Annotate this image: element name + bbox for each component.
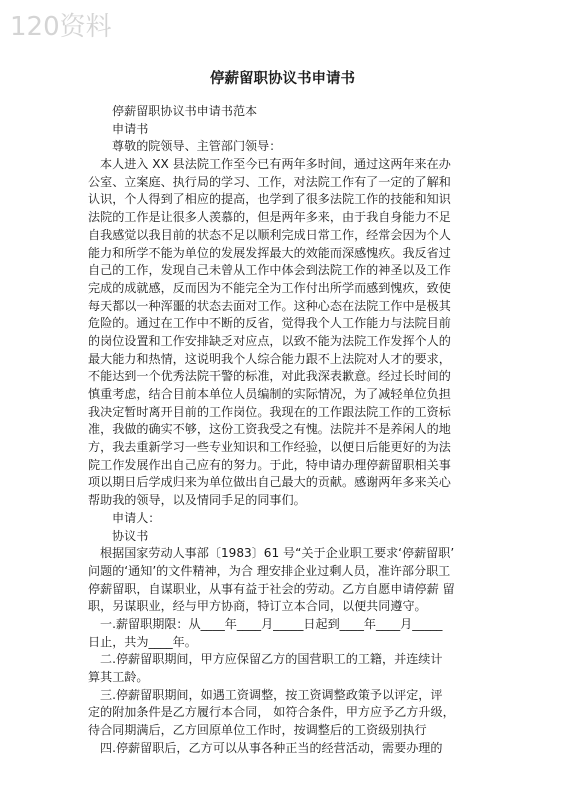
text-line: 日止，共为____年。 — [88, 634, 197, 649]
text-line: 完成的成就感，反而因为不能完全为工作付出所学而感到愧疚，致使 — [88, 280, 451, 295]
text-line: 不能达到一个优秀法院干警的标准，对此我深表歉意。经过长时间的 — [88, 369, 451, 384]
text-line: 根据国家劳动人事部〔1983〕61 号“关于企业职工要求‘停薪留职’ — [100, 546, 455, 561]
text-line: 算其工龄。 — [88, 670, 149, 684]
text-line: 的岗位设置和工作安排缺乏对应点，以致不能为法院工作发挥个人的 — [88, 333, 451, 348]
text-line: 认识，个人得到了相应的提高，也学到了很多法院工作的技能和知识 — [88, 192, 451, 207]
text-line: 申请人： — [112, 510, 161, 525]
text-line: 停薪留职，自谋职业，从事有益于社会的劳动。乙方自愿申请停薪 留 — [88, 581, 455, 596]
text-line: 职，另谋职业，经与甲方协商，特订立本合同，以便共同遵守。 — [88, 599, 427, 614]
text-line: 危险的。通过在工作中不断的反省，觉得我个人工作能力与法院目前 — [88, 316, 451, 331]
application-paragraph — [88, 156, 488, 510]
text-line: 三.停薪留职期间，如遇工资调整，按工资调整政策予以评定，评 — [100, 687, 443, 702]
text-line: 定的附加条件是乙方履行本合同， 如符合条件，甲方应予乙方升级， — [88, 705, 455, 720]
text-line: 项以期日后学成归来为单位做出自己最大的贡献。感谢两年多来关心 — [88, 475, 451, 490]
text-line: 院工作发展作出自己应有的努力。于此，特申请办理停薪留职相关事 — [88, 457, 451, 472]
text-line: 公室、立案庭、执行局的学习、工作，对法院工作有了一定的了解和 — [88, 174, 451, 189]
document-body — [88, 103, 488, 757]
text-line: 方，我去重新学习一些专业知识和工作经验，以便日后能更好的为法 — [88, 440, 451, 455]
text-line: 四.停薪留职后，乙方可以从事各种正当的经营活动，需要办理的 — [100, 740, 443, 755]
text-line: 二.停薪留职期间，甲方应保留乙方的国营职工的工籍，并连续计 — [100, 652, 443, 667]
watermark: 120资料 — [10, 12, 112, 42]
text-line: 帮助我的领导，以及情同手足的同事们。 — [88, 493, 306, 508]
text-line: 待合同期满后，乙方回原单位工作时，按调整后的工资级别执行 — [88, 723, 427, 738]
text-line: 能力和所学不能为单位的发展发挥最大的效能而深感愧疚。我反省过 — [88, 245, 451, 260]
text-line: 慎重考虑，结合目前本单位人员编制的实际情况，为了减轻单位负担 — [88, 387, 451, 401]
text-line: 协议书 — [112, 528, 149, 543]
salutation-block — [88, 103, 488, 156]
text-line: 本人进入 XX 县法院工作至今已有两年多时间，通过这两年来在办 — [100, 157, 451, 172]
text-line: 尊敬的院领导、主管部门领导： — [112, 139, 282, 154]
agreement-text — [88, 545, 488, 757]
text-line: 自我感觉以我目前的状态不足以顺利完成日常工作，经常会因为个人 — [88, 227, 451, 242]
text-line: 申请书 — [112, 121, 149, 136]
text-line: 问题的‘通知’的文件精神，为合 理安排企业过剩人员，准许部分职工 — [88, 563, 451, 578]
text-line: 法院的工作是让很多人羡慕的，但是两年多来，由于我自身能力不足 — [88, 210, 451, 225]
text-line: 准，我做的确实不够，这份工资我受之有愧。法院并不是养闲人的地 — [88, 422, 451, 437]
text-line: 停薪留职协议书申请书范本 — [112, 104, 258, 118]
signature-block — [88, 510, 488, 545]
text-line: 我决定暂时离开目前的工作岗位。我现在的工作跟法院工作的工资标 — [88, 404, 451, 419]
document-title: 停薪留职协议书申请书 — [210, 71, 355, 87]
text-line: 一.薪留职期限：从____年____月_____日起到____年____月_____ — [100, 616, 443, 631]
text-line: 自己的工作，发现自己未曾从工作中体会到法院工作的神圣以及工作 — [88, 263, 451, 278]
text-line: 最大能力和热情，这说明我个人综合能力跟不上法院对人才的要求， — [88, 351, 451, 366]
text-line: 每天都以一种浑噩的状态去面对工作。这种心态在法院工作中是极其 — [88, 298, 451, 313]
